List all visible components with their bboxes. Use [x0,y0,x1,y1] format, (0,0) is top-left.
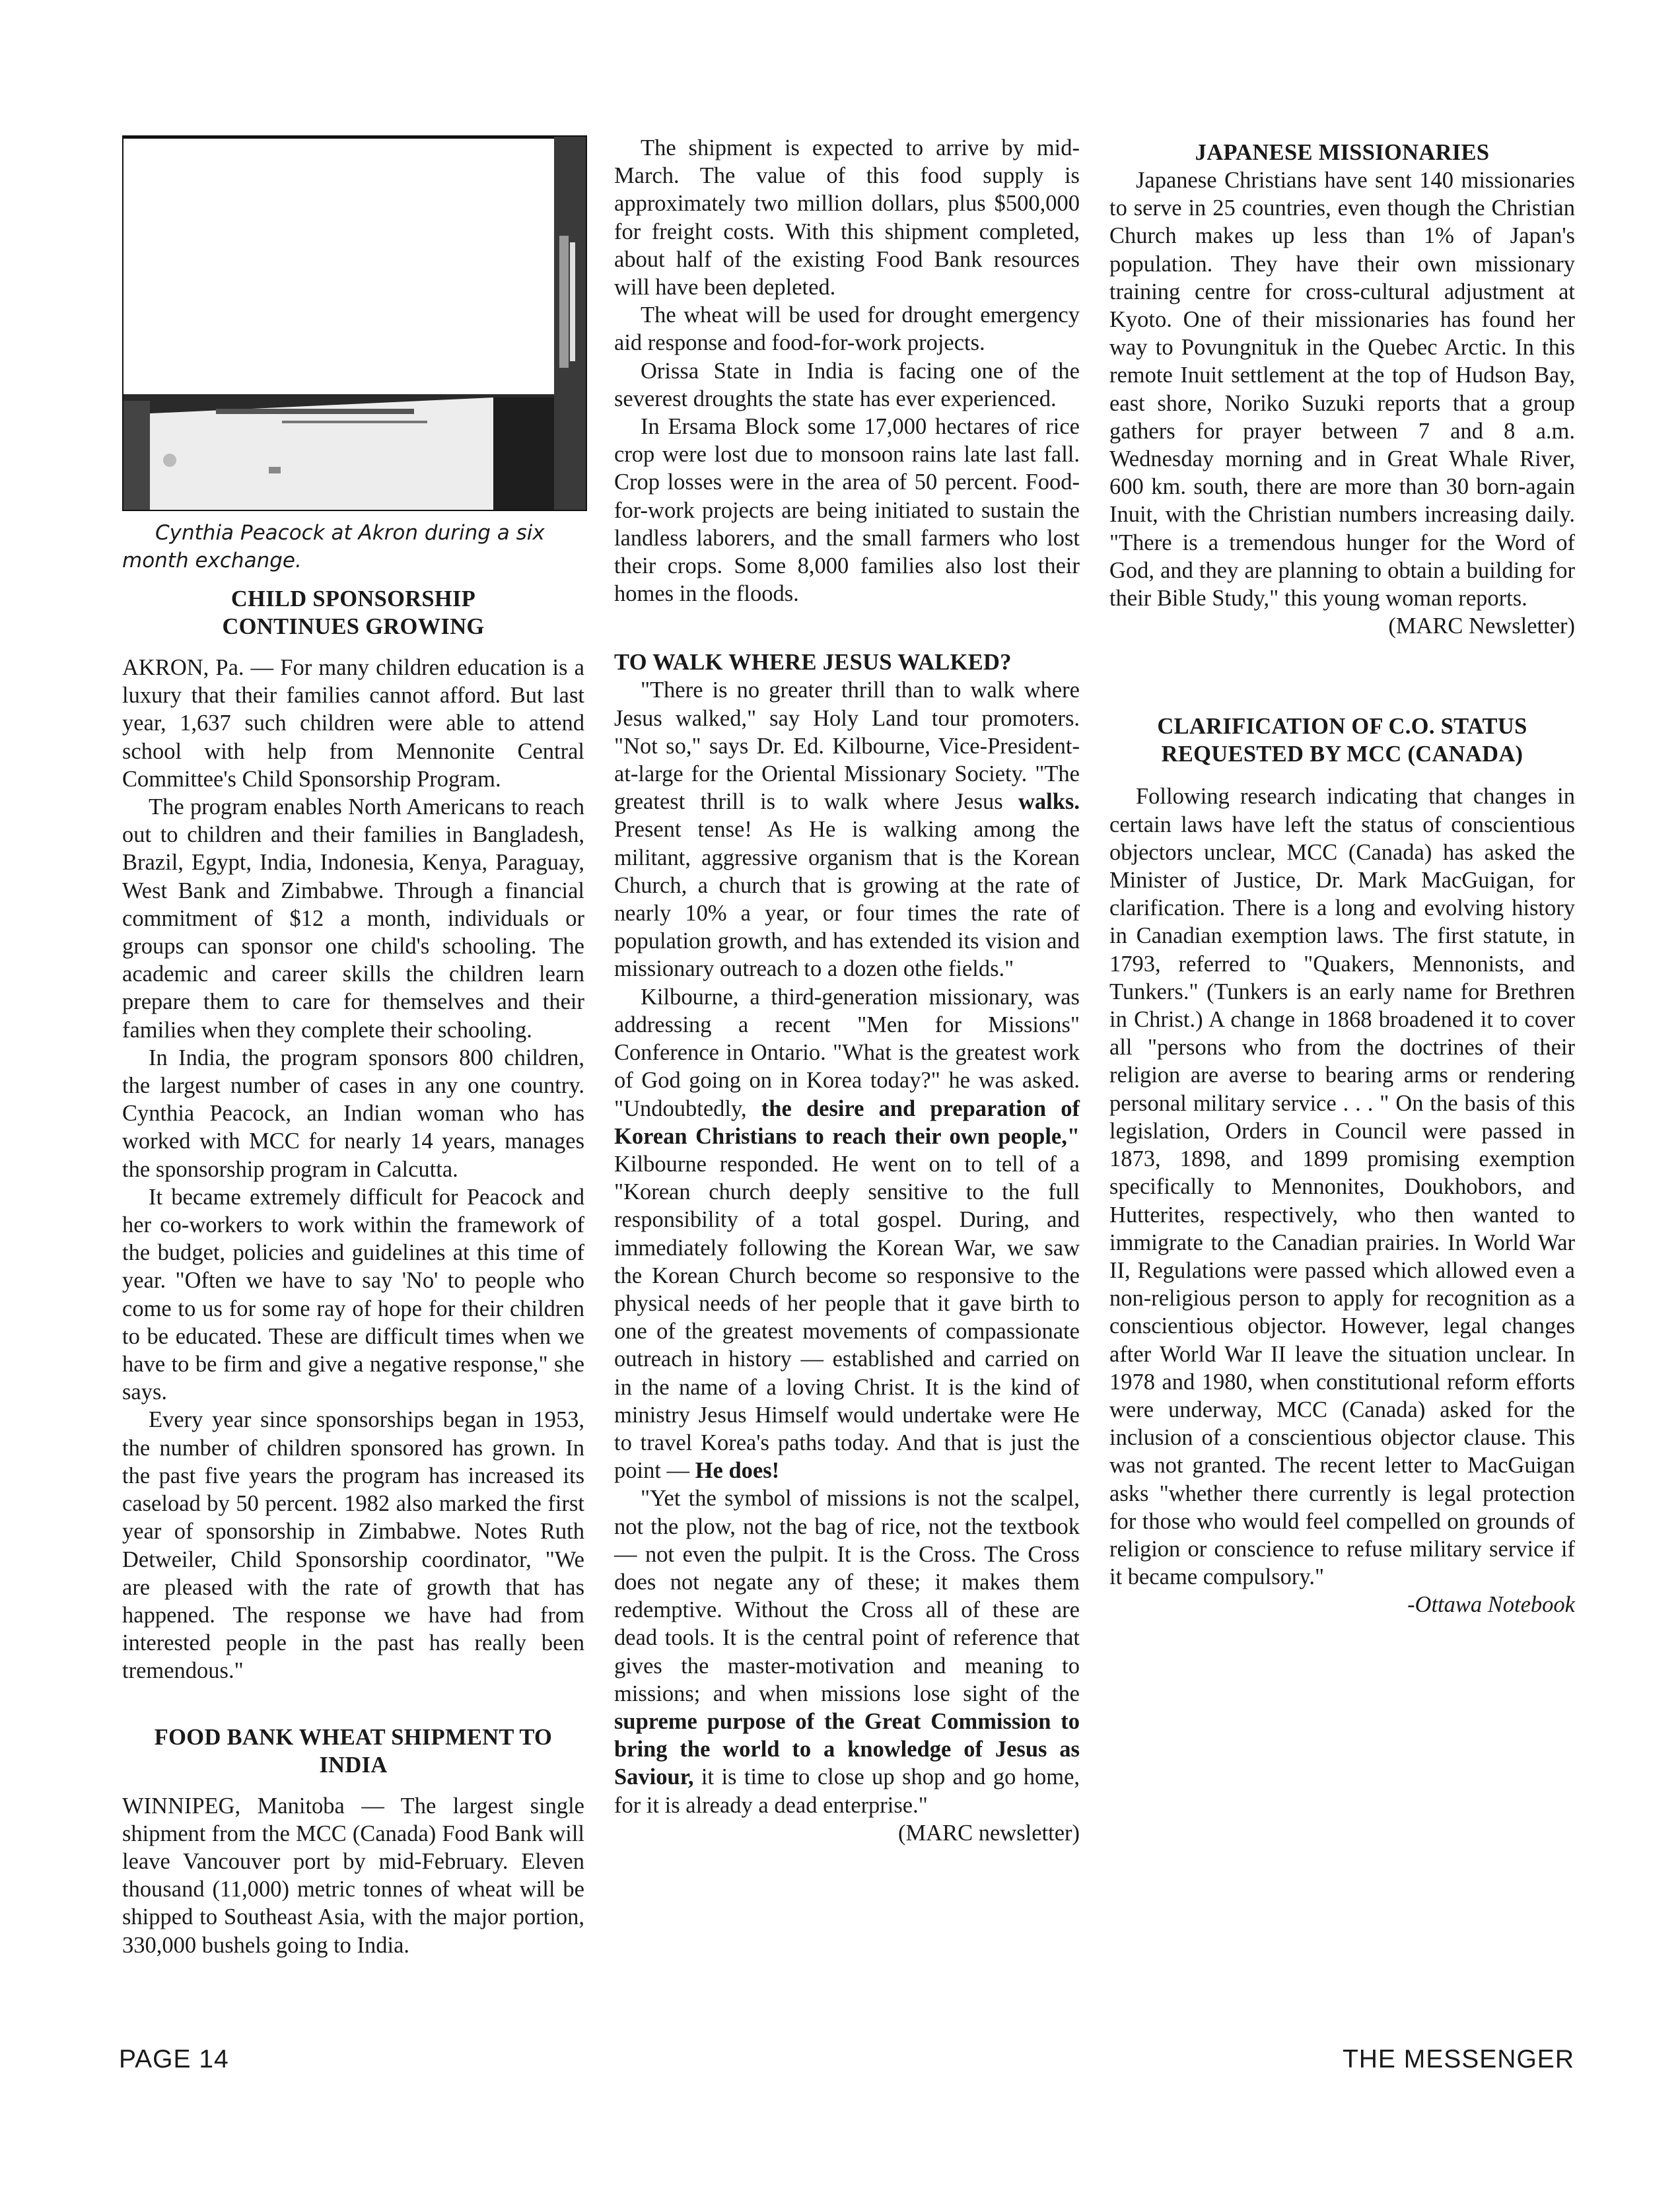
article1-paragraph: In India, the program sponsors 800 children, the largest number of cases in any one country. Cynthia Peacock, an Indian woman who has worked with MCC for nearly 14 years, manages the sponsorship program in Calcutta. [122,1045,584,1182]
article2-paragraph: WINNIPEG, Manitoba — The largest single shipment from the MCC (Canada) Food Bank will leave Vancouver port by mid-February. Eleven thousand (11,000) metric tonnes of wheat will be shipped to Southeast Asia, with the major portion, 330,000 bushels going to India. [122,1793,584,1958]
article3-paragraph: "There is no greater thrill than to walk where Jesus walked," say Holy Land tour promoters. "Not so," says Dr. Ed. Kilbourne, Vice-President-at-large for the Oriental Missionary Society. "The greatest thrill is to walk where Jesus walks. Present tense! As He is walking among the militant, aggressive organism that is the Korean Church, a church that is growing at the rate of nearly 10% a year, or four times the rate of population growth, and has extended its vision and missionary outreach to a dozen othe fields." [614,678,1080,982]
photo-caption: Cynthia Peacock at Akron during a six month exchange. [122,521,545,573]
page-number: PAGE 14 [119,2045,229,2073]
article2-paragraph: In Ersama Block some 17,000 hectares of rice crop were lost due to monsoon rains late last fall. Crop losses were in the area of 50 percent. Food-for-work projects are being initiated to sustain the landless laborers, and the small farmers who lost their crops. Some 8,000 families also lost their homes in the floods. [614,414,1080,607]
column-1 [122,135,584,1959]
article5-source: -Ottawa Notebook [1407,1592,1575,1618]
headline-clarification: CLARIFICATION OF C.O. STATUS REQUESTED BY MCC (CANADA) [1157,714,1527,767]
article4-paragraph: Japanese Christians have sent 140 missionaries to serve in 25 countries, even though the Christian Church makes up less than 1% of Japan's population. They have their own missionary training centre for cross-cultural adjustment at Kyoto. One of their missionaries has found her way to Povungnituk in the Quebec Arctic. In this remote Inuit settlement at the top of Hudson Bay, east shore, Noriko Suzuki reports that a group gathers for prayer between 7 and 8 a.m. Wednesday morning and in Great Whale River, 600 km. south, there are more than 30 born-again Inuit, with the Christian numbers increasing daily. "There is a tremendous hunger for the Word of God, and they are planning to obtain a building for their Bible Study," this young woman reports. [1109,168,1575,611]
article1-paragraph: It became extremely difficult for Peacock and her co-workers to work within the framework of the budget, policies and guidelines at this time of year. "Often we have to say 'No' to people who come to us for some ray of hope for their children to be educated. These are difficult times when we have to be firm and give a negative response," she says. [122,1184,584,1405]
article3-paragraph: "Yet the symbol of missions is not the scalpel, not the plow, not the bag of rice, not the textbook — not even the pulpit. It is the Cross. The Cross does not negate any of these; it makes them redemptive. Without the Cross all of these are dead tools. It is the central point of reference that gives the master-motivation and meaning to missions; and when missions lose sight of the supreme purpose of the Great Commission to bring the world to a knowledge of Jesus as Saviour, it is time to close up shop and go home, for it is already a dead enterprise." [614,1486,1080,1818]
photo-image [123,137,586,510]
photo [122,135,587,511]
column-2 [614,134,1080,1847]
headline-walk-where-jesus: TO WALK WHERE JESUS WALKED? [614,650,1012,676]
article2-paragraph: Orissa State in India is facing one of the severest droughts the state has ever experienced. [614,358,1080,411]
article5-paragraph: Following research indicating that changes in certain laws have left the status of conscientious objectors unclear, MCC (Canada) has asked the Minister of Justice, Dr. Mark MacGuigan, for clarification. There is a long and evolving history in Canadian exemption laws. The first statute, in 1793, referred to "Quakers, Mennonists, and Tunkers." (Tunkers is an early name for Brethren in Christ.) A change in 1868 broadened it to cover all "persons who from the doctrines of their religion are averse to bearing arms or rendering personal military service . . . " On the basis of this legislation, Orders in Council were passed in 1873, 1898, and 1899 promising exemption specifically to Mennonites, Doukhobors, and Hutterites, respectively, who then wanted to immigrate to the Canadian prairies. In World War II, Regulations were passed which allowed even a non-religious person to apply for recognition as a conscientious objector. However, legal changes after World War II leave the situation unclear. In 1978 and 1980, when constitutional reform efforts were underway, MCC (Canada) asked for the inclusion of a conscientious objector clause. This was not granted. The recent letter to MacGuigan asks "whether there currently is legal protection for those who would feel compelled on grounds of religion or conscience to refuse military service if it became compulsory." [1109,784,1575,1590]
headline-japanese-missionaries: JAPANESE MISSIONARIES [1195,140,1490,165]
article1-paragraph: AKRON, Pa. — For many children education is a luxury that their families cannot afford. But last year, 1,637 such children were able to attend school with help from Mennonite Central Committee's Child Sponsorship Program. [122,655,584,792]
publication-name: THE MESSENGER [1342,2045,1574,2073]
article2-paragraph: The wheat will be used for drought emergency aid response and food-for-work projects. [614,302,1080,356]
article3-source: (MARC newsletter) [898,1820,1080,1846]
article4-source: (MARC Newsletter) [1388,613,1575,639]
article3-paragraph: Kilbourne, a third-generation missionary, was addressing a recent "Men for Missions" Conference in Ontario. "What is the greatest work of God going on in Korea today?" he was asked. "Undoubtedly, the desire and preparation of Korean Christians to reach their own people," Kilbourne responded. He went on to tell of a "Korean church deeply sensitive to the full responsibility of a total gospel. During, and immediately following the Korean War, we saw the Korean Church become so responsive to the physical needs of her people that it gave birth to one of the greatest movements of compassionate outreach in history — established and carried on in the name of a loving Christ. It is the kind of ministry Jesus Himself would undertake were He to travel Korea's paths today. And that is just the point — He does! [614,984,1080,1484]
article1-paragraph: Every year since sponsorships began in 1953, the number of children sponsored has grown. In the past five years the program has increased its caseload by 50 percent. 1982 also marked the first year of sponsorship in Zimbabwe. Notes Ruth Detweiler, Child Sponsorship coordinator, "We are pleased with the rate of growth that has happened. The response we have had from interested people in the past has really been tremendous." [122,1407,584,1684]
headline-food-bank: FOOD BANK WHEAT SHIPMENT TO INDIA [154,1724,553,1778]
article2-paragraph: The shipment is expected to arrive by mid-March. The value of this food supply is approximately two million dollars, plus $500,000 for freight costs. With this shipment completed, about half of the existing Food Bank resources will have been depleted. [614,135,1080,300]
headline-child-sponsorship: CHILD SPONSORSHIP CONTINUES GROWING [222,586,485,639]
article1-paragraph: The program enables North Americans to reach out to children and their families in Bangladesh, Brazil, Egypt, India, Indonesia, Kenya, Paraguay, West Bank and Zimbabwe. Through a financial commitment of $12 a month, individuals or groups can sponsor one child's schooling. The academic and career skills the children learn prepare them to care for themselves and their families when they complete their schooling. [122,794,584,1043]
column-3 [1109,139,1575,1619]
